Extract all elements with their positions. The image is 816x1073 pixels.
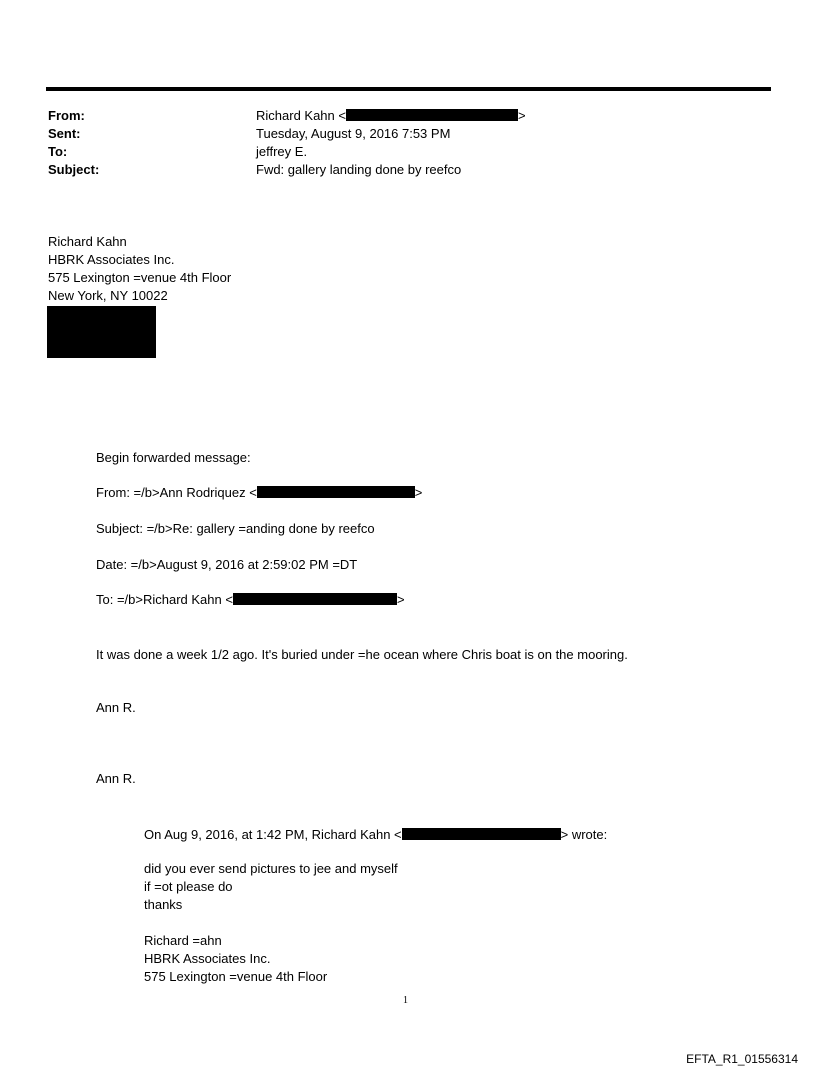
- forward-begin: Begin forwarded message:: [96, 450, 251, 465]
- signature-company: HBRK Associates Inc.: [48, 252, 175, 267]
- forward-from-close: >: [414, 485, 423, 500]
- page-number: 1: [403, 995, 408, 1006]
- quoted-signature-name: Richard =ahn: [144, 933, 222, 948]
- forward-to-close: >: [396, 592, 405, 607]
- redacted-email: [346, 109, 518, 121]
- forward-date: Date: =/b>August 9, 2016 at 2:59:02 PM =DT: [96, 557, 358, 572]
- quoted-signature-company: HBRK Associates Inc.: [144, 951, 271, 966]
- redacted-block: [47, 306, 156, 358]
- quoted-intro: [144, 826, 607, 844]
- subject-label: Subject:: [48, 162, 100, 177]
- to-value: jeffrey E.: [256, 144, 308, 159]
- from-close: >: [517, 108, 526, 123]
- signature-address: 575 Lexington =venue 4th Floor: [48, 270, 232, 285]
- quoted-line-2: if =ot please do: [144, 879, 233, 894]
- forward-signoff-2: Ann R.: [96, 771, 136, 786]
- forward-subject: Subject: =/b>Re: gallery =anding done by reefco: [96, 521, 375, 536]
- forward-to-text: To: =/b>Richard Kahn <: [96, 592, 233, 607]
- to-label: To:: [48, 144, 68, 159]
- sent-value: Tuesday, August 9, 2016 7:53 PM: [256, 126, 451, 141]
- subject-value: Fwd: gallery landing done by reefco: [256, 162, 462, 177]
- header-divider: [46, 87, 771, 91]
- sent-label: Sent:: [48, 126, 81, 141]
- forward-body: It was done a week 1/2 ago. It's buried under =he ocean where Chris boat is on the mooring.: [96, 647, 628, 662]
- redacted-email: [257, 486, 415, 498]
- from-value: [256, 107, 526, 125]
- forward-to: [96, 591, 405, 609]
- quoted-line-3: thanks: [144, 897, 183, 912]
- from-name: Richard Kahn <: [256, 108, 346, 123]
- from-label: From:: [48, 108, 85, 123]
- signature-city: New York, NY 10022: [48, 288, 168, 303]
- redacted-email: [402, 828, 561, 840]
- quoted-line-1: did you ever send pictures to jee and myself: [144, 861, 398, 876]
- forward-from-text: From: =/b>Ann Rodriquez <: [96, 485, 257, 500]
- forward-signoff: Ann R.: [96, 700, 136, 715]
- quoted-signature-address: 575 Lexington =venue 4th Floor: [144, 969, 328, 984]
- document-id: EFTA_R1_01556314: [686, 1052, 798, 1066]
- forward-from: [96, 484, 422, 502]
- signature-name: Richard Kahn: [48, 234, 127, 249]
- quoted-intro-text: On Aug 9, 2016, at 1:42 PM, Richard Kahn <: [144, 827, 402, 842]
- quoted-intro-suffix: > wrote:: [560, 827, 608, 842]
- redacted-email: [233, 593, 397, 605]
